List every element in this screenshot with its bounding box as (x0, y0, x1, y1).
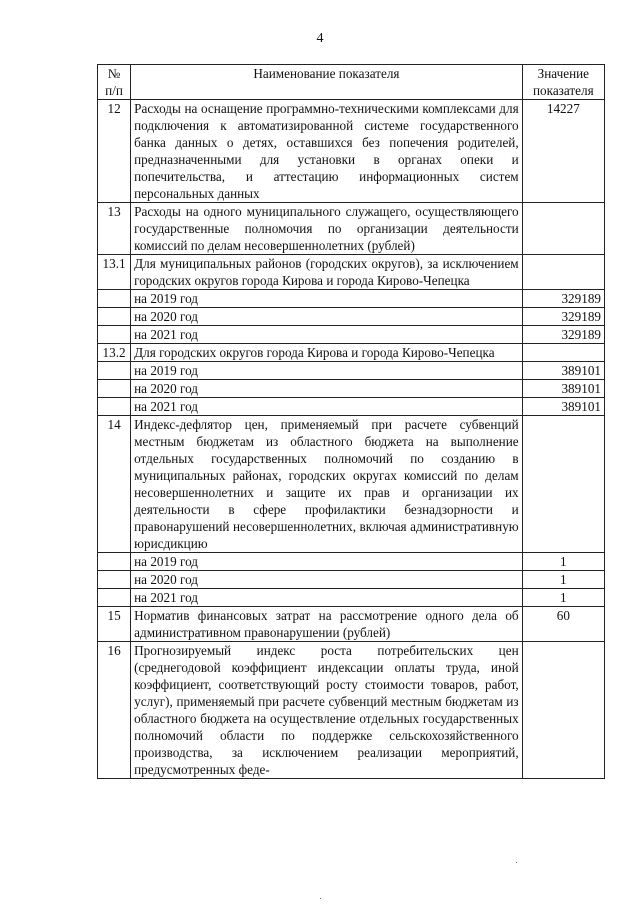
row-value (522, 642, 604, 779)
header-num: № п/п (98, 65, 131, 100)
table-row (98, 326, 605, 344)
row-num: 12 (98, 100, 131, 203)
row-value: 1 (522, 589, 604, 607)
table-row (98, 203, 605, 255)
table-row (98, 100, 605, 203)
table-header-row (98, 65, 605, 100)
row-num (98, 571, 131, 589)
row-value: 329189 (522, 326, 604, 344)
row-value (522, 255, 604, 290)
row-num (98, 326, 131, 344)
table-row (98, 362, 605, 380)
row-name: на 2019 год (131, 553, 523, 571)
row-name: на 2021 год (131, 589, 523, 607)
row-num: 16 (98, 642, 131, 779)
header-name: Наименование показателя (131, 65, 523, 100)
table-row (98, 642, 605, 779)
row-value: 389101 (522, 398, 604, 416)
table-body (98, 100, 605, 779)
scan-speck (516, 862, 517, 863)
table-row (98, 255, 605, 290)
table-row (98, 344, 605, 362)
row-name: на 2020 год (131, 571, 523, 589)
row-num: 15 (98, 607, 131, 642)
row-num: 13.2 (98, 344, 131, 362)
indicators-table (97, 64, 605, 779)
table-row (98, 290, 605, 308)
row-num: 13.1 (98, 255, 131, 290)
row-name: на 2020 год (131, 308, 523, 326)
row-value: 389101 (522, 362, 604, 380)
row-value: 1 (522, 553, 604, 571)
row-value: 329189 (522, 308, 604, 326)
table-row (98, 380, 605, 398)
row-num (98, 308, 131, 326)
row-name: на 2019 год (131, 362, 523, 380)
row-name: на 2021 год (131, 398, 523, 416)
row-value (522, 203, 604, 255)
row-name: на 2020 год (131, 380, 523, 398)
row-num (98, 380, 131, 398)
row-num: 13 (98, 203, 131, 255)
row-num (98, 553, 131, 571)
row-value (522, 344, 604, 362)
row-name: Норматив финансовых затрат на рассмотрение одного дела об административном правонарушении (рублей) (131, 607, 523, 642)
row-value (522, 416, 604, 553)
table-row (98, 607, 605, 642)
row-value: 329189 (522, 290, 604, 308)
scan-speck (320, 898, 321, 899)
table-row (98, 416, 605, 553)
row-num (98, 398, 131, 416)
row-name: Для городских округов города Кирова и города Кирово-Чепецка (131, 344, 523, 362)
row-name: Индекс-дефлятор цен, применяемый при расчете субвенций местным бюджетам из областного бюджета на выполнение отдельных государственных полномочий по созданию в муниципальных районах, городских округах комиссий по делам несовершеннолетних и защите их прав и организации их деятельности в сфере профилактики безнадзорности и правонарушений несовершеннолетних, включая административную юрисдикцию (131, 416, 523, 553)
table-row (98, 398, 605, 416)
table-row (98, 571, 605, 589)
row-value: 389101 (522, 380, 604, 398)
page-number: 4 (316, 31, 324, 46)
row-num (98, 589, 131, 607)
row-value: 1 (522, 571, 604, 589)
row-num (98, 290, 131, 308)
row-name: Расходы на оснащение программно-техническими комплексами для подключения к автоматизированной системе государственного банка данных о детях, оставшихся без попечения родителей, предназначенными для установки в органах опеки и попечительства, и аттестацию информационных систем персональных данных (131, 100, 523, 203)
row-name: на 2019 год (131, 290, 523, 308)
row-name: Расходы на одного муниципального служащего, осуществляющего государственные полномочия по организации деятельности комиссий по делам несовершеннолетних (рублей) (131, 203, 523, 255)
row-name: Для муниципальных районов (городских округов), за исключением городских округов города Кирова и города Кирово-Чепецка (131, 255, 523, 290)
table-row (98, 553, 605, 571)
table-row (98, 308, 605, 326)
row-name: Прогнозируемый индекс роста потребительских цен (среднегодовой коэффициент индексации оплаты труда, иной коэффициент, соответствующий росту стоимости товаров, работ, услуг), применяемый при расчете субвенций местным бюджетам из областного бюджета на осуществление отдельных государственных полномочий области по поддержке сельскохозяйственного производства, за исключением реализации мероприятий, предусмотренных феде- (131, 642, 523, 779)
row-name: на 2021 год (131, 326, 523, 344)
row-num: 14 (98, 416, 131, 553)
row-value: 14227 (522, 100, 604, 203)
table-row (98, 589, 605, 607)
row-num (98, 362, 131, 380)
header-value: Значение показателя (522, 65, 604, 100)
row-value: 60 (522, 607, 604, 642)
